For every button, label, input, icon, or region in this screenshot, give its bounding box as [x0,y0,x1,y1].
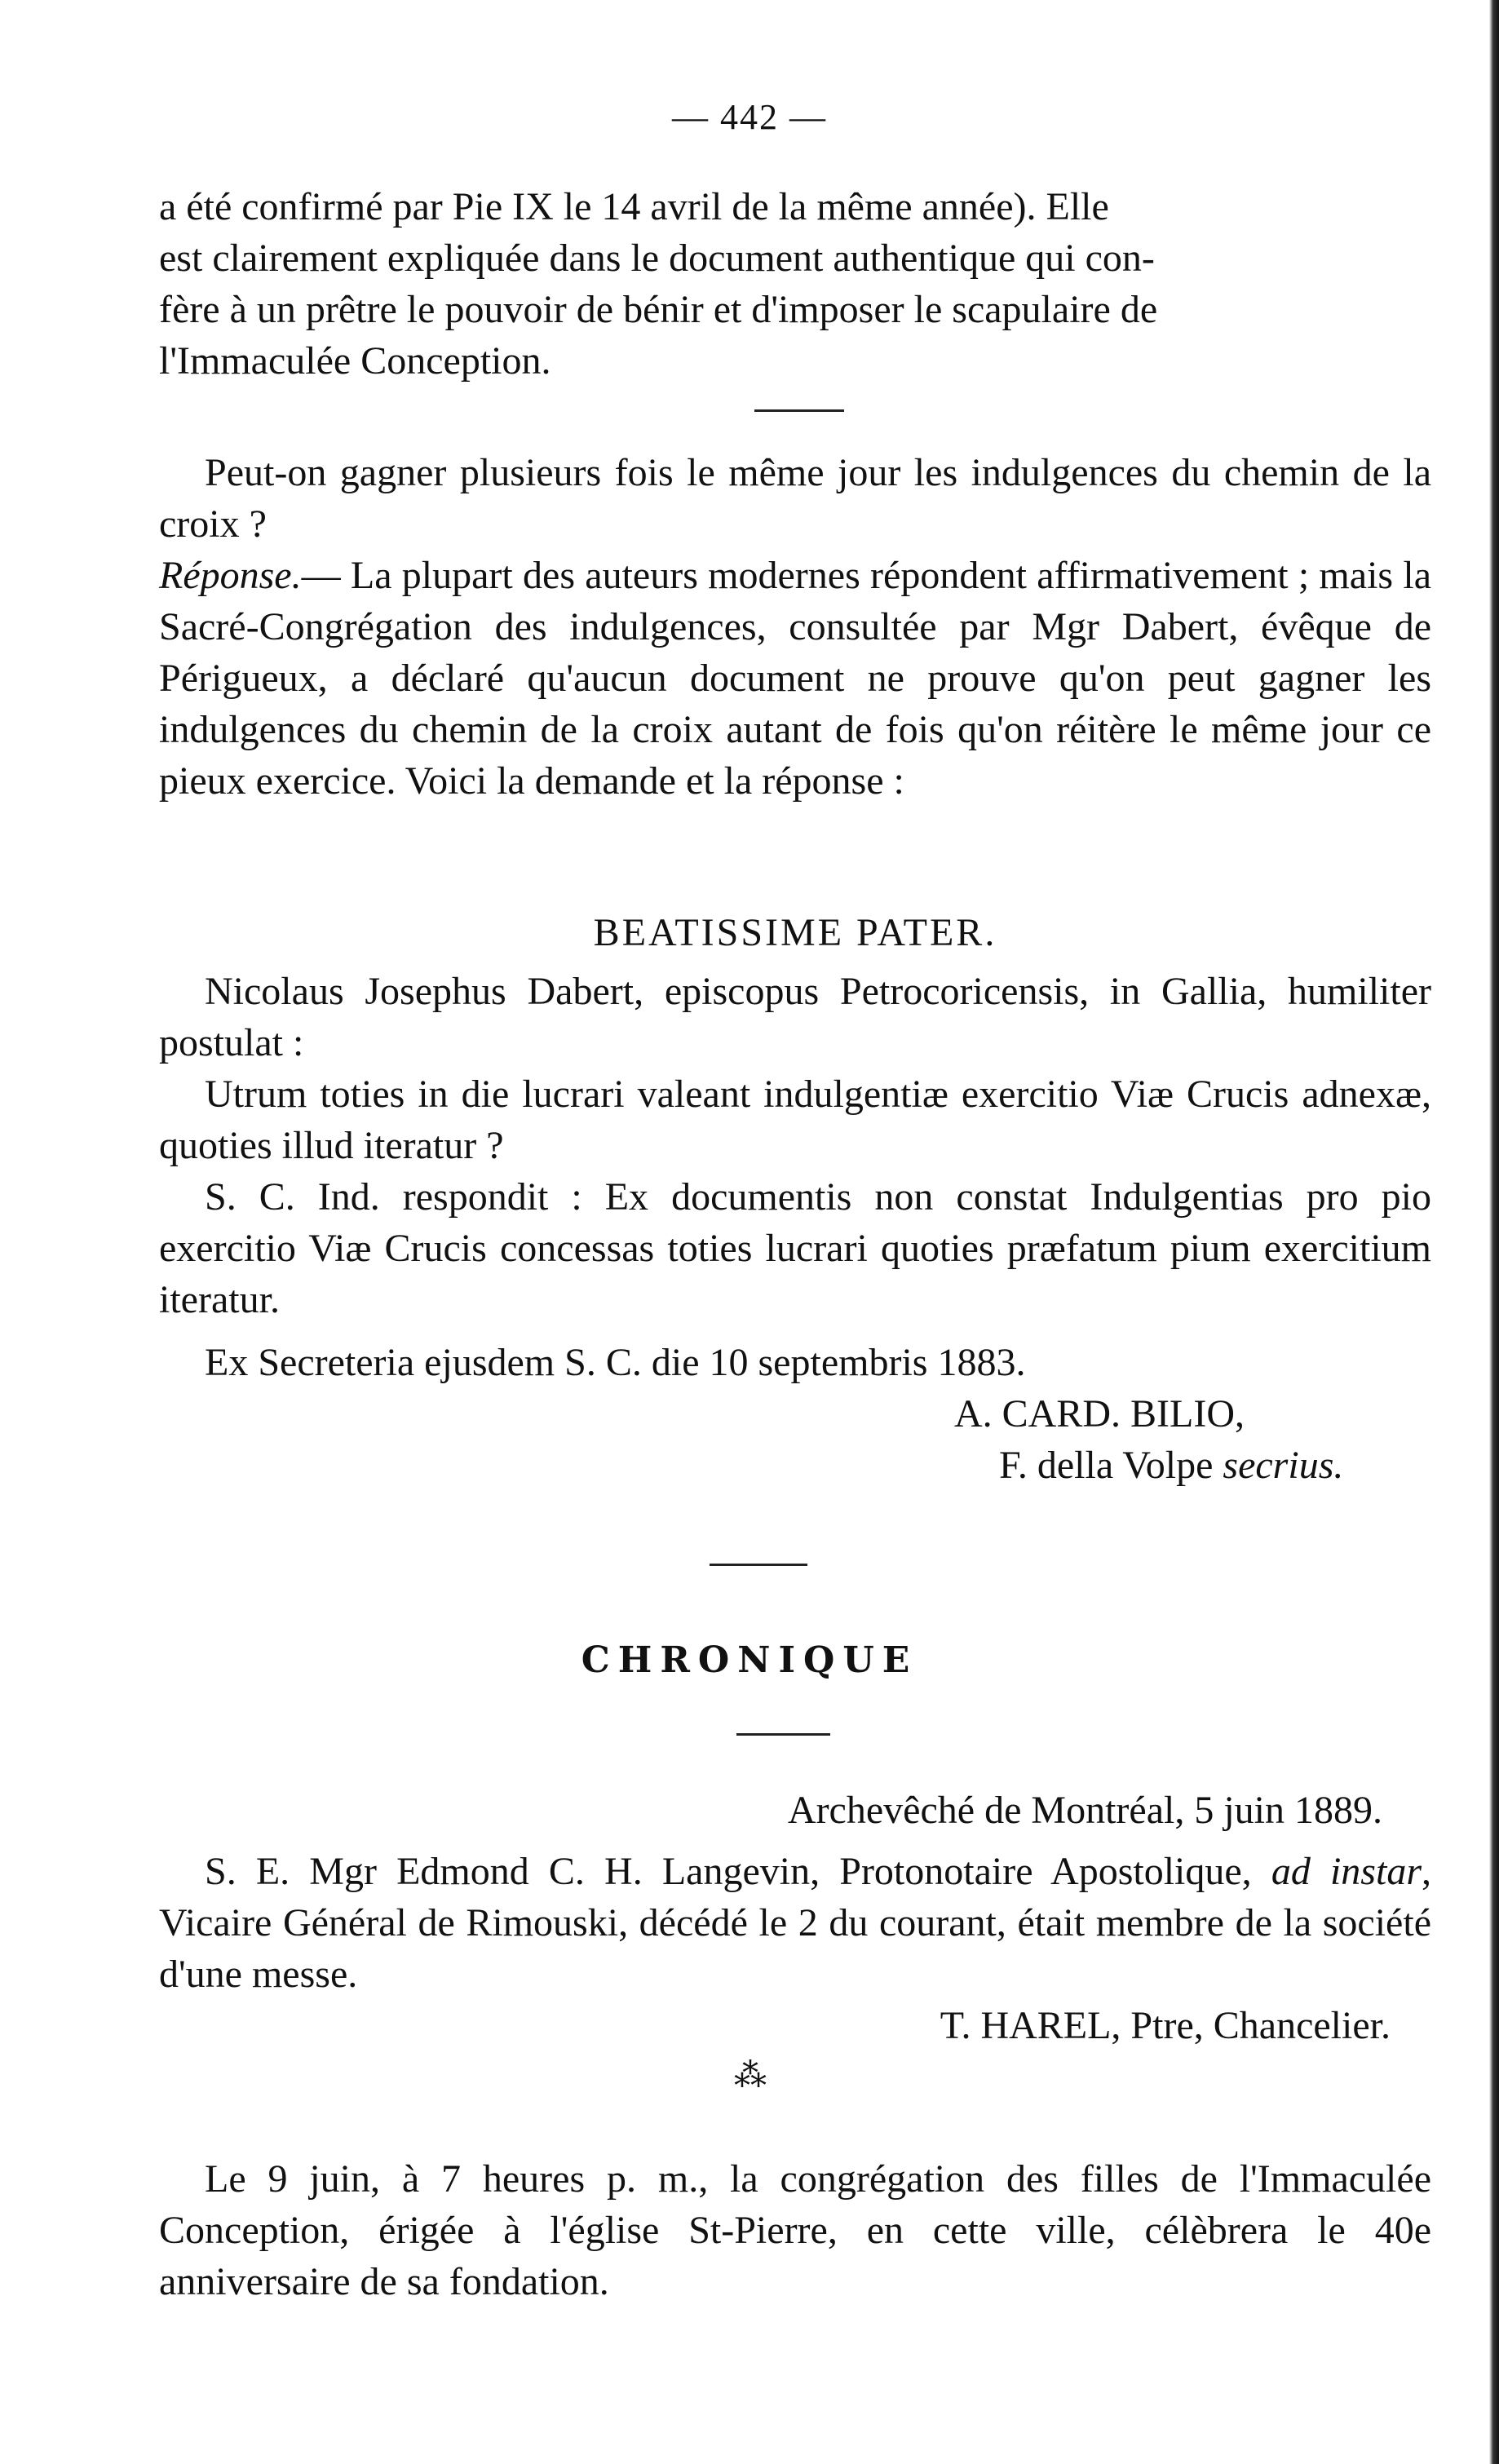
section-title: CHRONIQUE [581,1639,918,1681]
separator-rule [754,409,844,412]
signature-cardinal: A. CARD. BILIO, [954,1392,1245,1435]
question-paragraph [159,447,1431,807]
page-number: — 442 — [672,97,827,137]
asterism: ⁂ [734,2057,767,2094]
notice-pre: S. E. Mgr Edmond C. H. Langevin, Protonotaire Apostolique, [205,1850,1252,1893]
latin-question: Utrum toties in die lucrari valeant indulgentiæ exercitio Viæ Crucis adnexæ, quoties illud iteratur ? [159,1073,1431,1167]
signature-secretary [159,1440,1431,1491]
intro-paragraph [159,181,1431,387]
latin-response: S. C. Ind. respondit : Ex documentis non constat Indulgentias pro pio exercitio Viæ Crucis concessas toties lucrari quoties præfatum pium exercitium iteratur. [159,1175,1431,1321]
latin-heading: BEATISSIME PATER. [593,911,997,954]
answer-paragraph [159,550,1431,807]
answer-text: — La plupart des auteurs modernes répondent affirmativement ; mais la Sacré-Congrégation des indulgences, consultée par Mgr Dabert, évêque de Périgueux, a déclaré qu'aucun document ne prouve qu'on peut gagner les indulgences du chemin de la croix autant de fois qu'on réitère le même jour ce pieux exercice. Voici la demande et la réponse : [159,554,1431,803]
latin-document [159,966,1431,1491]
closing-text: Le 9 juin, à 7 heures p. m., la congrégation des filles de l'Immaculée Conception, érigée à l'église St-Pierre, en cette ville, célèbrera le 40e anniversaire de sa fondation. [159,2157,1431,2303]
intro-line: l'Immaculée Conception. [159,339,551,383]
intro-line: a été confirmé par Pie IX le 14 avril de la même année). Elle [159,185,1109,228]
secretary-title: secrius. [1223,1444,1344,1487]
notice-italic: ad instar [1271,1850,1422,1893]
notice-signature: T. HAREL, Ptre, Chancelier. [940,2004,1391,2047]
chronicle-notice [159,1785,1431,2051]
answer-label: Réponse. [159,554,302,597]
closing-paragraph [159,2153,1431,2307]
notice-post: , Vicaire Général de Rimouski, décédé le 2 du courant, était membre de la société d'une messe. [159,1850,1431,1996]
intro-line: fère à un prêtre le pouvoir de bénir et d'imposer le scapulaire de [159,288,1158,331]
notice-text [159,1846,1431,2000]
page-edge-shadow [1489,0,1499,2464]
separator-rule [736,1733,830,1736]
intro-line: est clairement expliquée dans le document authentique qui con- [159,237,1155,280]
secretary-name: F. della Volpe [999,1444,1214,1487]
separator-rule [710,1564,807,1566]
latin-request: Nicolaus Josephus Dabert, episcopus Petrocoricensis, in Gallia, humiliter postulat : [159,970,1431,1064]
dateline: Archevêché de Montréal, 5 juin 1889. [787,1789,1382,1832]
question-text: Peut-on gagner plusieurs fois le même jour les indulgences du chemin de la croix ? [159,451,1431,546]
latin-date: Ex Secreteria ejusdem S. C. die 10 septembris 1883. [205,1341,1026,1384]
